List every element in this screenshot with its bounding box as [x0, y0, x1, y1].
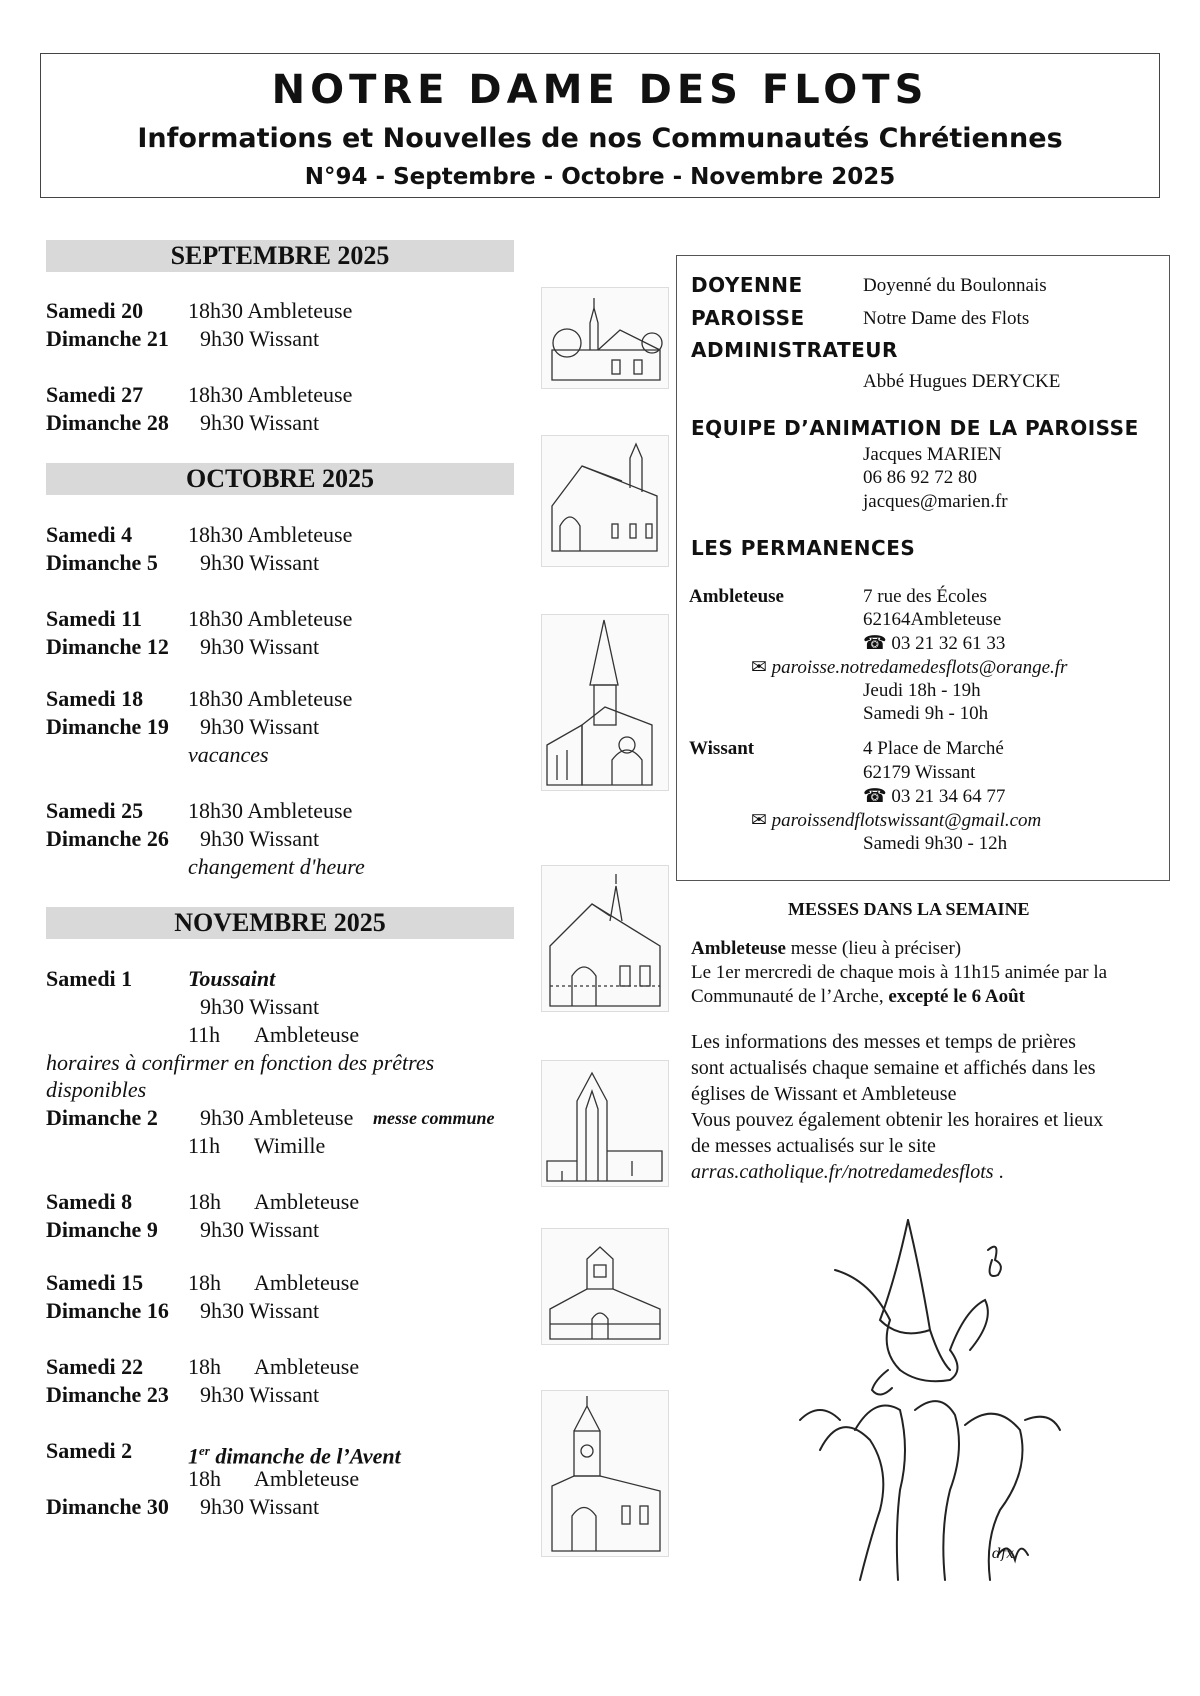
schedule-note: vacances: [188, 742, 269, 767]
administrateur-label: ADMINISTRATEUR: [691, 338, 898, 362]
page-title: NOTRE DAME DES FLOTS: [271, 67, 929, 113]
church-drawing-2: [541, 435, 669, 567]
equipe-label: EQUIPE D’ANIMATION DE LA PAROISSE: [691, 416, 1139, 440]
equipe-email[interactable]: jacques@marien.fr: [863, 491, 1008, 512]
church-drawing-6: [541, 1228, 669, 1345]
masthead: [40, 53, 1160, 198]
church-drawing-3: [541, 614, 669, 791]
ambleteuse-city: 62164Ambleteuse: [863, 609, 1002, 630]
ambleteuse-address: 7 rue des Écoles: [863, 586, 987, 607]
phone-icon: ☎: [863, 786, 887, 807]
messes-line: Communauté de l’Arche, excepté le 6 Août: [691, 986, 1025, 1007]
schedule-note: changement d'heure: [188, 854, 365, 879]
church-drawing-7: [541, 1390, 669, 1557]
dove-hands-drawing: [780, 1210, 1080, 1590]
ambleteuse-phone-line: ☎ 03 21 32 61 33: [863, 633, 1006, 654]
info-paragraph: Les informations des messes et temps de prières sont actualisés chaque semaine et affichés dans les églises de Wissant et Ambleteuse Vous pouvez également obtenir les horaires et lieux de messes actualisés sur le site arras.catholique.fr/notredamedesflots .: [691, 1031, 1104, 1183]
envelope-icon: ✉: [751, 810, 767, 831]
church-drawing-1: [541, 287, 669, 389]
month-header-november: NOVEMBRE 2025: [46, 907, 514, 939]
envelope-icon: ✉: [751, 657, 767, 678]
church-drawing-4: [541, 865, 669, 1012]
permanences-label: LES PERMANENCES: [691, 536, 916, 560]
parish-info-box: [676, 255, 1170, 881]
wissant-label: Wissant: [689, 738, 755, 759]
wissant-city: 62179 Wissant: [863, 762, 976, 783]
paroisse-value: Notre Dame des Flots: [863, 308, 1030, 329]
schedule-note: horaires à confirmer en fonction des prêtres: [46, 1050, 435, 1075]
equipe-phone: 06 86 92 72 80: [863, 467, 977, 488]
artist-signature: dfx: [992, 1546, 1015, 1562]
church-drawing-5: [541, 1060, 669, 1187]
equipe-name: Jacques MARIEN: [863, 444, 1002, 465]
issue-line: N°94 - Septembre - Octobre - Novembre 2025: [304, 164, 896, 190]
phone-icon: ☎: [863, 633, 887, 654]
messes-line: Le 1er mercredi de chaque mois à 11h15 animée par la: [691, 962, 1108, 983]
administrateur-value: Abbé Hugues DERYCKE: [863, 371, 1061, 392]
messes-ambleteuse: Ambleteuse messe (lieu à préciser): [691, 938, 962, 959]
schedule-note: disponibles: [46, 1077, 147, 1102]
ambleteuse-hours-2: Samedi 9h - 10h: [863, 703, 989, 724]
paroisse-label: PAROISSE: [691, 306, 805, 330]
page-subtitle: Informations et Nouvelles de nos Communautés Chrétiennes: [137, 123, 1063, 154]
wissant-phone-line: ☎ 03 21 34 64 77: [863, 786, 1006, 807]
messes-title: MESSES DANS LA SEMAINE: [788, 899, 1030, 919]
ambleteuse-hours-1: Jeudi 18h - 19h: [863, 680, 981, 701]
doyenne-value: Doyenné du Boulonnais: [863, 275, 1047, 296]
ambleteuse-email-line[interactable]: ✉ paroisse.notredamedesflots@orange.fr: [751, 657, 1068, 678]
wissant-hours: Samedi 9h30 - 12h: [863, 833, 1008, 854]
month-header-september: SEPTEMBRE 2025: [46, 240, 514, 272]
wissant-address: 4 Place de Marché: [863, 738, 1004, 759]
website-link[interactable]: arras.catholique.fr/notredamedesflots: [691, 1161, 994, 1183]
schedule-row: 9h30 Wissant: [200, 994, 320, 1019]
doyenne-label: DOYENNE: [691, 273, 803, 297]
ambleteuse-label: Ambleteuse: [689, 586, 784, 607]
month-header-october: OCTOBRE 2025: [46, 463, 514, 495]
wissant-email-line[interactable]: ✉ paroissendflotswissant@gmail.com: [751, 810, 1042, 831]
